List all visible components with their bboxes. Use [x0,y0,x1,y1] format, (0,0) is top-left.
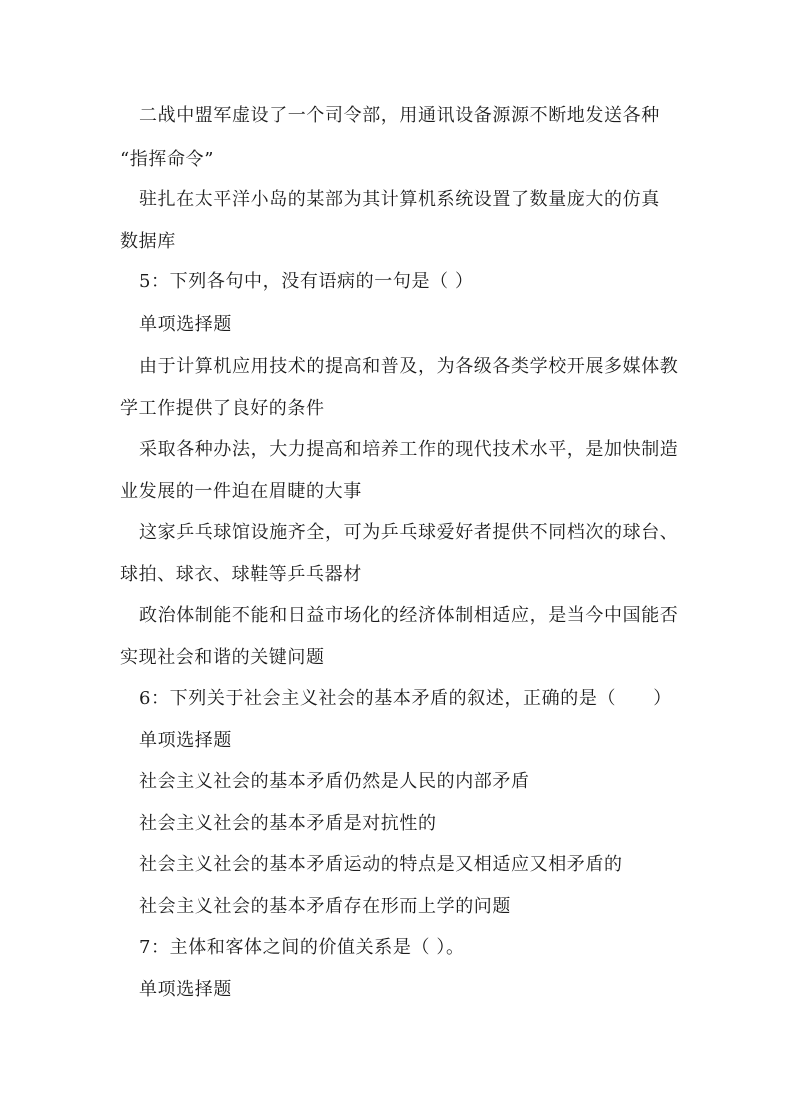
option-text-line: 驻扎在太平洋小岛的某部为其计算机系统设置了数量庞大的仿真 [139,189,660,210]
option-text-continuation: 实现社会和谐的关键问题 [120,647,325,668]
question-type-label: 单项选择题 [139,730,232,751]
question-type-label: 单项选择题 [139,979,232,1000]
option-text-line: 由于计算机应用技术的提高和普及，为各级各类学校开展多媒体教 [139,356,679,377]
option-text-line: 社会主义社会的基本矛盾是对抗性的 [139,813,437,834]
option-text-continuation: 数据库 [120,231,176,252]
option-text-continuation: 学工作提供了良好的条件 [120,398,325,419]
option-text-line: 这家乒乓球馆设施齐全，可为乒乓球爱好者提供不同档次的球台、 [139,522,679,543]
question-7-title: 7：主体和客体之间的价值关系是（ ）。 [139,937,465,958]
option-text-continuation: 业发展的一件迫在眉睫的大事 [120,481,362,502]
option-text-line: 社会主义社会的基本矛盾仍然是人民的内部矛盾 [139,771,530,792]
option-text-line: 社会主义社会的基本矛盾存在形而上学的问题 [139,896,511,917]
option-text-continuation: 球拍、球衣、球鞋等乒乓器材 [120,564,362,585]
question-6-title: 6：下列关于社会主义社会的基本矛盾的叙述，正确的是（ ） [139,688,672,709]
question-5-title: 5：下列各句中，没有语病的一句是（ ） [139,271,474,292]
option-text-line: 二战中盟军虚设了一个司令部，用通讯设备源源不断地发送各种 [139,105,660,126]
option-text-continuation: “指挥命令” [120,149,215,170]
option-text-line: 政治体制能不能和日益市场化的经济体制相适应，是当今中国能否 [139,605,679,626]
option-text-line: 采取各种办法，大力提高和培养工作的现代技术水平，是加快制造 [139,439,679,460]
question-type-label: 单项选择题 [139,314,232,335]
option-text-line: 社会主义社会的基本矛盾运动的特点是又相适应又相矛盾的 [139,854,623,875]
